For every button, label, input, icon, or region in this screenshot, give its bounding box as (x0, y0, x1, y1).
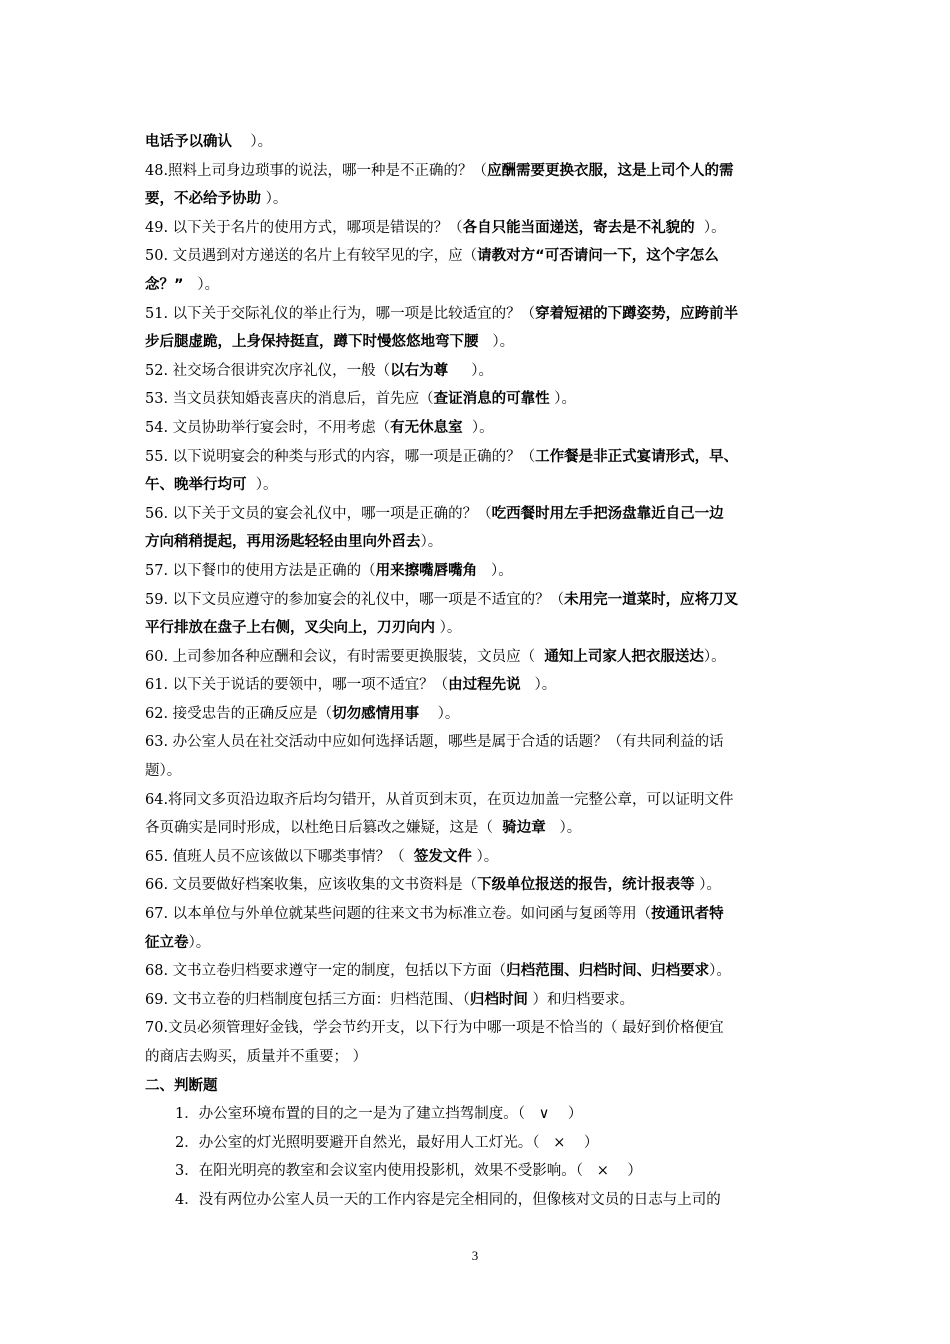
line-prefix: 57. 以下餐巾的使用方法是正确的（ (145, 562, 376, 579)
question-line (145, 300, 810, 329)
question-line (145, 814, 810, 843)
question-line (145, 157, 810, 186)
judgment-item: 2．办公室的灯光照明要避开自然光，最好用人工灯光。（ × ） (175, 1134, 599, 1151)
line-answer: 电话予以确认 (145, 134, 232, 150)
line-prefix: 68. 文书立卷归档要求遵守一定的制度，包括以下方面（ (145, 963, 507, 980)
question-line (145, 871, 810, 900)
document-body (145, 128, 810, 1215)
line-answer: 下级单位报送的报告，统计报表等 (477, 877, 695, 894)
line-answer: 归档时间 (469, 991, 528, 1008)
line-answer: 请教对方“可否请问一下，这个字怎么 (477, 248, 719, 265)
line-answer: 以右为尊 (390, 362, 449, 379)
line-answer: 通知上司家人把衣服送达 (544, 648, 704, 665)
line-suffix: ）和归档要求。 (527, 991, 635, 1008)
line-prefix: 69. 文书立卷的归档制度包括三方面：归档范围、（ (145, 991, 470, 1008)
line-answer: 要，不必给予协助 (145, 191, 261, 208)
section-heading: 二、判断题 (145, 1077, 218, 1094)
line-answer: 各自只能当面递送，寄去是不礼貌的 (462, 219, 695, 236)
question-line (145, 671, 810, 700)
judgment-item: 1．办公室环境布置的目的之一是为了建立挡驾制度。（ ∨ ） (175, 1106, 583, 1123)
question-line (145, 843, 810, 872)
line-prefix: 56. 以下关于文员的宴会礼仪中，哪一项是正确的？（ (145, 505, 492, 522)
question-line (145, 271, 810, 300)
line-answer: 午、晚举行均可 (145, 477, 247, 494)
line-answer: 征立卷 (145, 934, 189, 951)
line-prefix: 49. 以下关于名片的使用方式，哪项是错误的？（ (145, 219, 463, 236)
question-line (145, 414, 810, 443)
question-line (145, 700, 810, 729)
line-suffix: ）。 (709, 963, 731, 980)
question-line (145, 1043, 810, 1072)
question-line (145, 929, 810, 958)
line-answer: 念？” (145, 276, 184, 293)
question-line (145, 900, 810, 929)
question-line (145, 443, 810, 472)
line-suffix: ）。 (471, 848, 499, 865)
question-line (145, 728, 810, 757)
line-suffix: ）。 (545, 820, 582, 837)
line-prefix: 63. 办公室人员在社交活动中应如何选择话题，哪些是属于合适的话题？（有共同利益的话 (145, 734, 724, 751)
judgment-item: 4．没有两位办公室人员一天的工作内容是完全相同的，但像核对文员的日志与上司的 (175, 1191, 721, 1208)
line-prefix: 67. 以本单位与外单位就某些问题的往来文书为标准立卷。如问函与复函等用（ (145, 906, 652, 923)
line-suffix: ）。 (694, 219, 726, 236)
line-prefix: 题）。 (145, 763, 182, 780)
line-prefix: 的商店去购买，质量并不重要； ） (145, 1049, 368, 1065)
question-line (145, 242, 810, 271)
line-prefix: 53. 当文员获知婚丧喜庆的消息后，首先应（ (145, 391, 434, 408)
page-number: 3 (471, 1248, 479, 1263)
line-answer: 切勿感情用事 (332, 705, 420, 722)
line-prefix: 各页确实是同时形成，以杜绝日后篡改之嫌疑，这是（ (145, 820, 503, 837)
question-line (145, 185, 810, 214)
line-suffix: ）。 (520, 677, 557, 694)
line-answer: 由过程先说 (448, 677, 521, 694)
question-line (145, 1014, 810, 1043)
line-answer: 归档范围、归档时间、归档要求 (506, 963, 710, 980)
line-prefix: 64.将同文多页沿边取齐后均匀错开，从首页到末页，在页边加盖一完整公章，可以证明文件 (145, 791, 734, 808)
line-suffix: ）。 (694, 877, 722, 894)
line-prefix: 50. 文员遇到对方递送的名片上有较罕见的字，应（ (145, 248, 478, 265)
line-prefix: 70.文员必须管理好金钱，学会节约开支，以下行为中哪一项是不恰当的（ 最好到价格便宜 (145, 1020, 724, 1037)
question-line (145, 214, 810, 243)
line-prefix: 54. 文员协助举行宴会时，不用考虑（ (145, 419, 391, 436)
line-prefix: 62. 接受忠告的正确反应是（ (145, 705, 333, 722)
question-line (145, 385, 810, 414)
line-answer: 查证消息的可靠性 (433, 391, 550, 408)
line-prefix: 55. 以下说明宴会的种类与形式的内容，哪一项是正确的？（ (145, 448, 536, 465)
line-suffix: ）。 (549, 391, 577, 408)
line-answer: 骑边章 (502, 820, 546, 837)
line-suffix: ）。 (420, 534, 443, 551)
line-prefix: 59. 以下文员应遵守的参加宴会的礼仪中，哪一项是不适宜的？（ (145, 591, 565, 608)
line-answer: 有无休息室 (390, 419, 463, 436)
line-answer: 吃西餐时用左手把汤盘靠近自己一边 (491, 505, 724, 522)
question-line (145, 786, 810, 815)
line-prefix: 51. 以下关于交际礼仪的举止行为，哪一项是比较适宜的？（ (145, 305, 536, 322)
line-answer: 签发文件 (413, 848, 472, 865)
line-prefix: 48.照料上司身边琐事的说法，哪一种是不正确的？（ (145, 162, 488, 179)
question-line (145, 471, 810, 500)
line-answer: 未用完一道菜时，应将刀叉 (564, 591, 739, 608)
question-line (145, 757, 810, 786)
line-prefix: 60. 上司参加各种应酬和会议，有时需要更换服装，文员应（ (145, 648, 545, 665)
line-answer: 用来擦嘴唇嘴角 (375, 562, 478, 579)
question-line (145, 957, 810, 986)
question-line (145, 500, 810, 529)
line-prefix: 65. 值班人员不应该做以下哪类事情？（ (145, 848, 414, 865)
question-line (145, 357, 810, 386)
line-answer: 应酬需要更换衣服，这是上司个人的需 (487, 162, 734, 179)
question-line (145, 328, 810, 357)
line-suffix: ）。 (232, 134, 273, 150)
question-line (145, 528, 810, 557)
line-suffix: ）。 (703, 648, 726, 665)
line-suffix: ）。 (188, 934, 211, 951)
line-answer: 按通讯者特 (651, 906, 724, 923)
line-suffix: ）。 (477, 562, 513, 579)
line-answer: 方向稍稍提起，再用汤匙轻轻由里向外舀去 (145, 534, 421, 551)
line-prefix: 61. 以下关于说话的要领中，哪一项不适宜？（ (145, 677, 449, 694)
line-answer: 工作餐是非正式宴请形式，早、 (535, 448, 739, 465)
line-answer: 穿着短裙的下蹲姿势，应跨前半 (535, 305, 739, 322)
line-answer: 步后腿虚跪，上身保持挺直，蹲下时慢悠悠地弯下腰 (145, 334, 479, 351)
line-suffix: ）。 (183, 276, 220, 293)
question-line (145, 586, 810, 615)
question-line (145, 614, 810, 643)
line-prefix: 66. 文员要做好档案收集，应该收集的文书资料是（ (145, 877, 478, 894)
line-suffix: ）。 (478, 334, 515, 351)
question-line (145, 986, 810, 1015)
question-line (145, 128, 810, 157)
question-line (145, 557, 810, 586)
line-suffix: ）。 (261, 191, 288, 208)
line-suffix: ）。 (448, 362, 493, 379)
line-suffix: ）。 (462, 419, 494, 436)
line-suffix: ）。 (419, 705, 460, 722)
line-answer: 平行排放在盘子上右侧，叉尖向上，刀刃向内 (145, 620, 435, 637)
line-prefix: 52. 社交场合很讲究次序礼仪，一般（ (145, 362, 391, 379)
line-suffix: ）。 (435, 620, 462, 637)
question-line (145, 643, 810, 672)
question-list (145, 128, 810, 1072)
judgment-list (145, 1100, 810, 1214)
line-suffix: ）。 (246, 477, 278, 494)
judgment-item: 3．在阳光明亮的教室和会议室内使用投影机，效果不受影响。（ × ） (175, 1163, 642, 1180)
